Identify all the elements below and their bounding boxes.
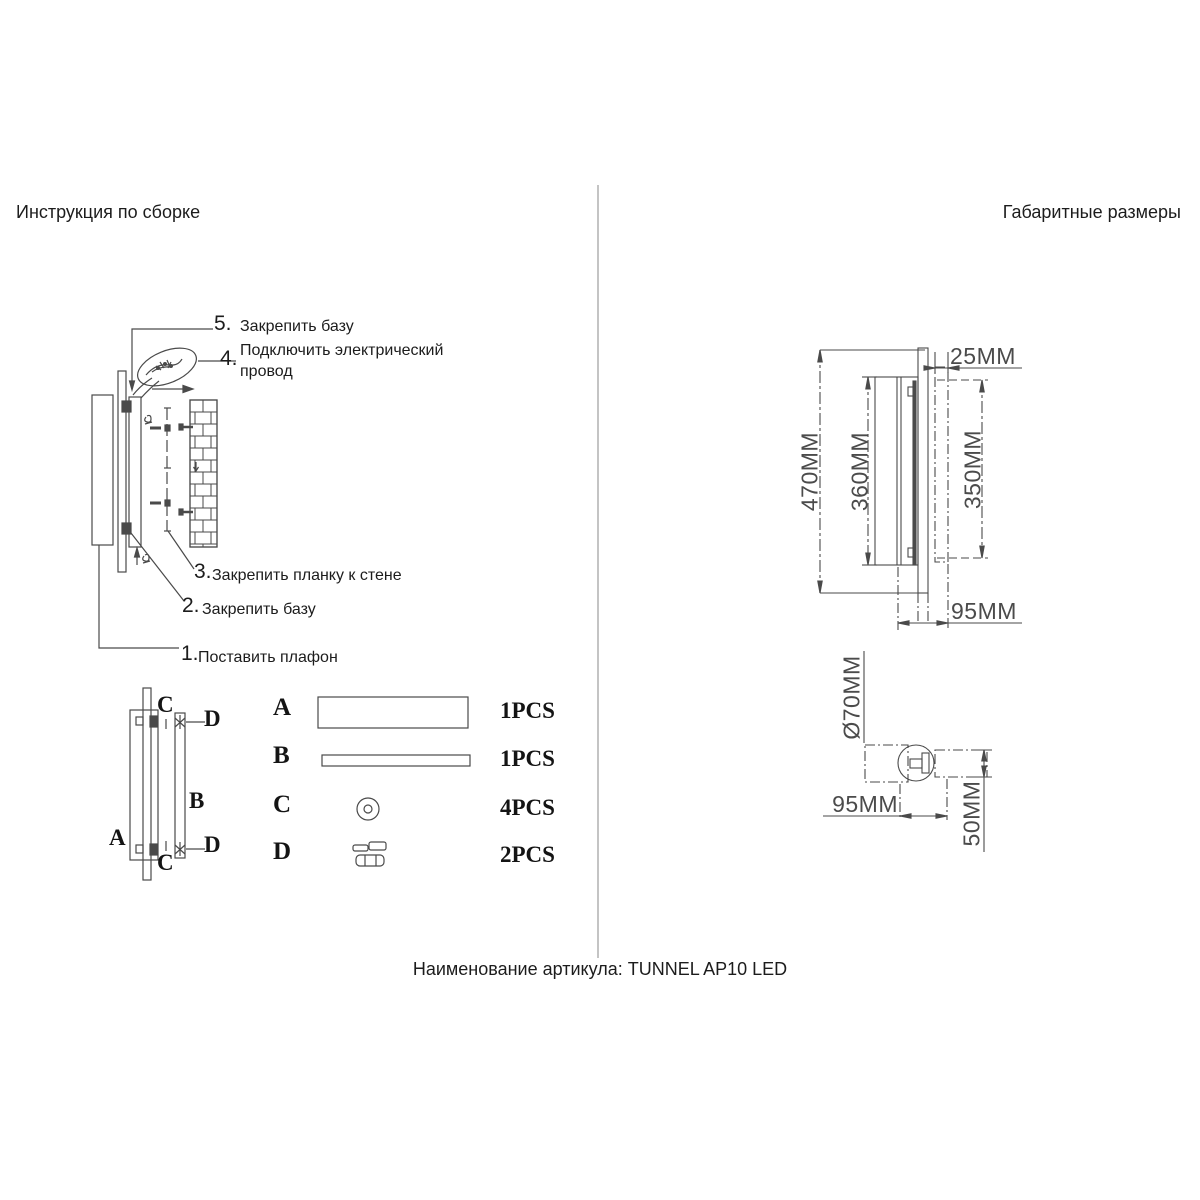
part-row-qty-b: 1PCS xyxy=(500,746,555,771)
mounting-strip xyxy=(150,408,171,531)
rear-plate-dim-view xyxy=(935,367,948,562)
article-name: Наименование артикула: TUNNEL AP10 LED xyxy=(412,959,788,979)
step-3-number: 3. xyxy=(194,560,212,583)
part-row-qty-c: 4PCS xyxy=(500,795,555,820)
strip-exploded xyxy=(175,713,185,858)
part-row-letter-a: A xyxy=(273,694,292,721)
dim-plate-width: 25MM xyxy=(950,343,1016,369)
dim-depth-side: 95MM xyxy=(951,598,1017,624)
part-row-qty-a: 1PCS xyxy=(500,698,555,723)
wall-plate-dim-view xyxy=(918,348,928,593)
shade-side xyxy=(92,395,113,545)
direction-arrow-icon xyxy=(152,386,193,393)
bracket-plan xyxy=(865,745,908,782)
step-5-number: 5. xyxy=(214,312,232,335)
exploded-label-d-bottom: D xyxy=(204,832,221,857)
exploded-label-c-bottom: C xyxy=(157,850,174,875)
step-3-text: Закрепить планку к стене xyxy=(212,567,402,584)
screw-star-top xyxy=(175,715,185,729)
exploded-label-d-top: D xyxy=(204,706,221,731)
part-b-shape xyxy=(322,755,470,766)
part-row-letter-d: D xyxy=(273,838,292,865)
fixing-arrows xyxy=(135,415,153,565)
dim-base-width: 50MM xyxy=(958,780,985,847)
screw-star-bottom xyxy=(175,842,185,856)
brick-wall xyxy=(179,400,217,547)
step-2-text: Закрепить базу xyxy=(202,601,316,618)
dim-plate-height: 350MM xyxy=(959,429,986,510)
dim-diameter: Ø70MM xyxy=(838,655,865,740)
part-row-letter-b: B xyxy=(273,742,290,769)
exploded-label-c-top: C xyxy=(157,692,174,717)
part-c-washer xyxy=(357,798,379,820)
step-1-number: 1. xyxy=(181,642,199,665)
step-2-number: 2. xyxy=(182,594,200,617)
exploded-label-a: A xyxy=(109,825,126,850)
step-1-text: Поставить плафон xyxy=(198,649,338,666)
screw-top xyxy=(122,401,131,412)
dim-shade-height: 360MM xyxy=(846,431,873,512)
right-section-title: Габаритные размеры xyxy=(1002,202,1181,222)
part-row-qty-d: 2PCS xyxy=(500,842,555,867)
exploded-label-b: B xyxy=(189,788,205,813)
screw-glyph xyxy=(145,415,152,424)
shade-exploded xyxy=(130,710,158,860)
dim-total-height: 470MM xyxy=(796,431,823,512)
left-section-title: Инструкция по сборке xyxy=(16,202,201,222)
part-row-letter-c: C xyxy=(273,791,292,818)
part-d-screws xyxy=(353,842,386,866)
screw-bottom xyxy=(122,523,131,534)
step-5-text: Закрепить базу xyxy=(240,318,354,335)
part-a-shape xyxy=(318,697,468,728)
step-4-text: Подключить электрический провод xyxy=(240,342,444,380)
step-4-number: 4. xyxy=(220,347,238,370)
parts-list-shapes xyxy=(318,697,470,866)
dim-depth-top: 95MM xyxy=(832,791,898,817)
